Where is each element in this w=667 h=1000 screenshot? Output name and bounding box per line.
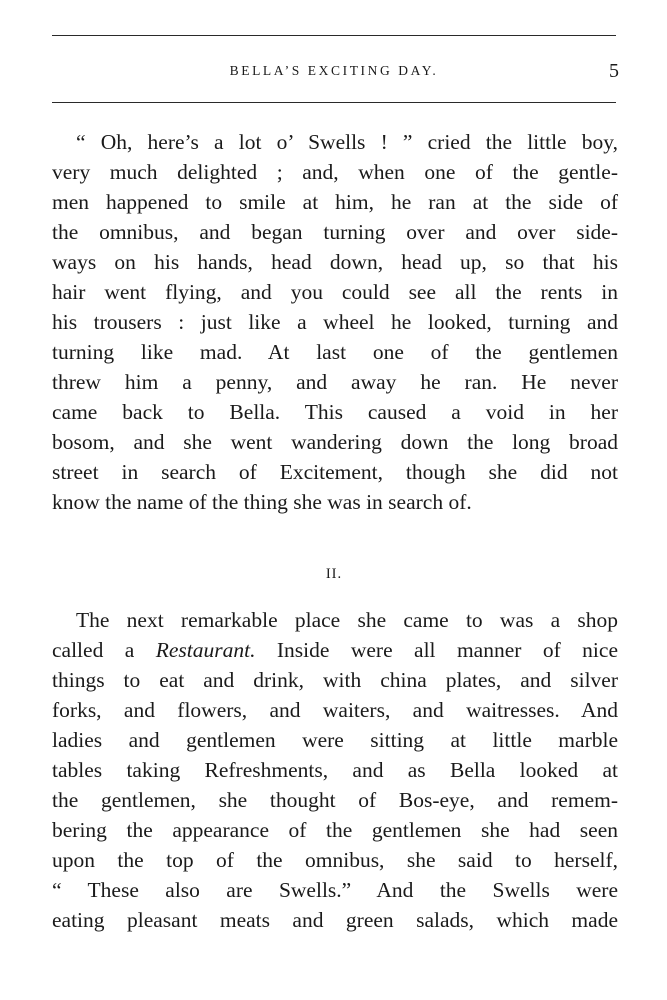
header-top-rule (52, 35, 616, 36)
italic-word-restaurant: Restaurant. (155, 638, 256, 662)
paragraph-1 (52, 127, 618, 517)
text-run: Inside were all manner of nice (255, 638, 618, 662)
header-bottom-rule (52, 102, 616, 103)
text-line: eating pleasant meats and green salads, which made (52, 908, 618, 932)
text-line: forks, and flowers, and waiters, and waitresses. And (52, 698, 618, 722)
text-line: ways on his hands, head down, head up, so that his (52, 250, 618, 274)
text-line: street in search of Excitement, though she did not (52, 460, 618, 484)
text-line: “ These also are Swells.” And the Swells were (52, 878, 618, 902)
text-line: things to eat and drink, with china plates, and silver (52, 668, 618, 692)
text-line: ladies and gentlemen were sitting at little marble (52, 728, 618, 752)
text-line: very much delighted ; and, when one of the gentle- (52, 160, 618, 184)
text-line: bering the appearance of the gentlemen she had seen (52, 818, 618, 842)
text-line: the gentlemen, she thought of Bos-eye, and remem- (52, 788, 618, 812)
section-heading: II. (325, 566, 343, 582)
text-line: tables taking Refreshments, and as Bella looked at (52, 758, 618, 782)
text-line: men happened to smile at him, he ran at the side of (52, 190, 618, 214)
text-line: bosom, and she went wandering down the long broad (52, 430, 618, 454)
text-line: came back to Bella. This caused a void in her (52, 400, 618, 424)
text-line: hair went flying, and you could see all the rents in (52, 280, 618, 304)
page-number: 5 (609, 60, 619, 82)
text-line: threw him a penny, and away he ran. He never (52, 370, 618, 394)
text-line: turning like mad. At last one of the gentlemen (52, 340, 618, 364)
running-head: BELLA’S EXCITING DAY. (229, 63, 439, 78)
text-line: know the name of the thing she was in search of. (52, 490, 472, 514)
text-line: “ Oh, here’s a lot o’ Swells ! ” cried the little boy, (76, 130, 618, 154)
text-line: upon the top of the omnibus, she said to herself, (52, 848, 618, 872)
text-line (52, 635, 618, 665)
text-line: The next remarkable place she came to was a shop (76, 608, 618, 632)
text-line: his trousers : just like a wheel he looked, turning and (52, 310, 618, 334)
paragraph-2 (52, 605, 618, 935)
text-run: called a (52, 638, 156, 662)
text-line: the omnibus, and began turning over and over side- (52, 220, 618, 244)
